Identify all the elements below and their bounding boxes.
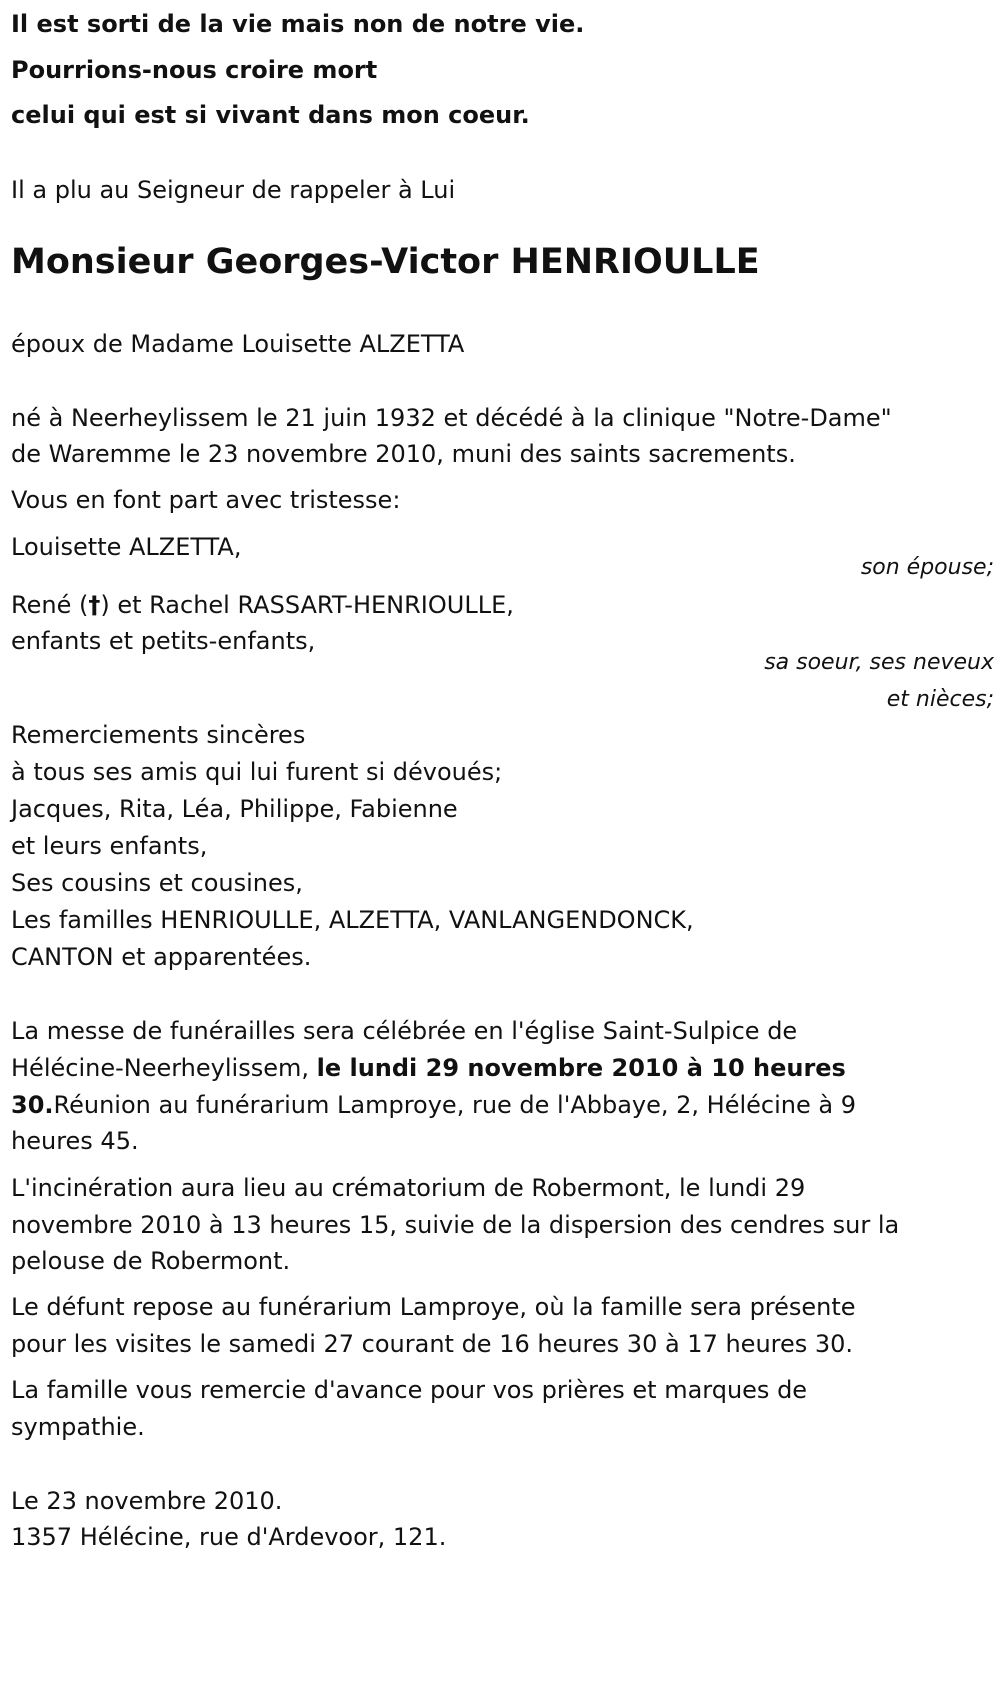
epigraph-line-2: Pourrions-nous croire mort bbox=[11, 56, 378, 84]
thanks-line-1: Remerciements sincères bbox=[11, 721, 306, 749]
thanks-line-2: à tous ses amis qui lui furent si dévoués; bbox=[11, 758, 503, 786]
thanks-line-3: Jacques, Rita, Léa, Philippe, Fabienne bbox=[11, 795, 458, 823]
rest-line-2: pour les visites le samedi 27 courant de 16 heures 30 à 17 heures 30. bbox=[11, 1330, 854, 1358]
rest-line-1: Le défunt repose au funérarium Lamproye, où la famille sera présente bbox=[11, 1293, 856, 1321]
sister-name-before: René ( bbox=[11, 591, 89, 619]
cremation-line-1: L'incinération aura lieu au crématorium de Robermont, le lundi 29 bbox=[11, 1174, 806, 1202]
address-line: 1357 Hélécine, rue d'Ardevoor, 121. bbox=[11, 1523, 447, 1551]
deceased-name: Monsieur Georges-Victor HENRIOULLE bbox=[11, 242, 760, 282]
family-sister-children: enfants et petits-enfants, bbox=[11, 627, 316, 655]
mass-time-end: 30. bbox=[11, 1091, 54, 1119]
mass-date: le lundi 29 novembre 2010 à 10 heures bbox=[316, 1054, 846, 1082]
cremation-line-2: novembre 2010 à 13 heures 15, suivie de la dispersion des cendres sur la bbox=[11, 1211, 900, 1239]
epigraph-line-1: Il est sorti de la vie mais non de notre vie. bbox=[11, 10, 585, 38]
closing-line-2: sympathie. bbox=[11, 1413, 145, 1441]
cross-icon: † bbox=[88, 591, 101, 619]
mass-line-1: La messe de funérailles sera célébrée en l'église Saint-Sulpice de bbox=[11, 1017, 798, 1045]
announce-intro: Vous en font part avec tristesse: bbox=[11, 486, 401, 514]
birth-death-line-1: né à Neerheylissem le 21 juin 1932 et décédé à la clinique "Notre-Dame" bbox=[11, 404, 892, 432]
closing-line-1: La famille vous remercie d'avance pour vos prières et marques de bbox=[11, 1376, 808, 1404]
thanks-line-6: Les familles HENRIOULLE, ALZETTA, VANLANGENDONCK, bbox=[11, 906, 694, 934]
date-line: Le 23 novembre 2010. bbox=[11, 1487, 283, 1515]
mass-meeting: Réunion au funérarium Lamproye, rue de l'Abbaye, 2, Hélécine à 9 bbox=[53, 1091, 856, 1119]
epigraph-line-3: celui qui est si vivant dans mon coeur. bbox=[11, 101, 530, 129]
family-sister-role-2: et nièces; bbox=[886, 687, 994, 712]
family-sister-name bbox=[11, 590, 514, 620]
mass-line-3 bbox=[11, 1090, 856, 1120]
intro-text: Il a plu au Seigneur de rappeler à Lui bbox=[11, 176, 456, 204]
family-spouse-name: Louisette ALZETTA, bbox=[11, 533, 242, 561]
mass-line-4: heures 45. bbox=[11, 1127, 139, 1155]
spouse-line: époux de Madame Louisette ALZETTA bbox=[11, 330, 465, 358]
thanks-line-4: et leurs enfants, bbox=[11, 832, 208, 860]
thanks-line-5: Ses cousins et cousines, bbox=[11, 869, 303, 897]
mass-location: Hélécine-Neerheylissem, bbox=[11, 1054, 317, 1082]
cremation-line-3: pelouse de Robermont. bbox=[11, 1247, 291, 1275]
mass-line-2 bbox=[11, 1053, 846, 1083]
birth-death-line-2: de Waremme le 23 novembre 2010, muni des saints sacrements. bbox=[11, 440, 796, 468]
family-sister-role-1: sa soeur, ses neveux bbox=[764, 650, 994, 675]
thanks-line-7: CANTON et apparentées. bbox=[11, 943, 312, 971]
family-spouse-role: son épouse; bbox=[860, 555, 994, 580]
sister-name-after: ) et Rachel RASSART-HENRIOULLE, bbox=[100, 591, 514, 619]
